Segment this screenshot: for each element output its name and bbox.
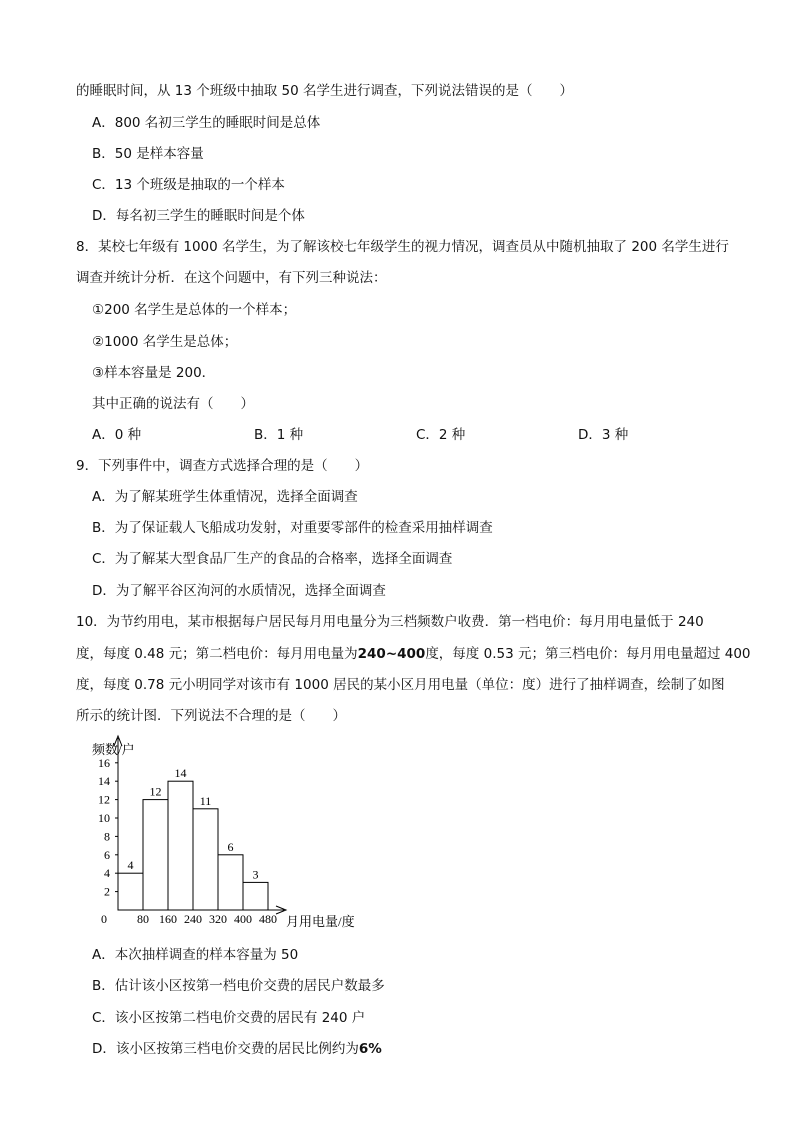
q8-stem-line1: 8．某校七年级有 1000 名学生，为了解该校七年级学生的视力情况，调查员从中随机抽取了 200 名学生进行 <box>76 239 729 255</box>
q10-stem-line3: 度，每度 0.78 元小明同学对该市有 1000 居民的某小区月用电量（单位：度）进行了抽样调查，绘制了如图 <box>76 677 725 693</box>
q7-option-d[interactable]: D．每名初三学生的睡眠时间是个体 <box>92 208 305 224</box>
q9-option-a[interactable]: A．为了解某班学生体重情况，选择全面调查 <box>92 489 358 505</box>
q10-option-b[interactable]: B．估计该小区按第一档电价交费的居民户数最多 <box>92 978 385 994</box>
x-tick-label: 480 <box>259 912 277 926</box>
q10-option-c[interactable]: C．该小区按第二档电价交费的居民有 240 户 <box>92 1010 366 1026</box>
q8-option-c[interactable]: C．2 种 <box>416 427 466 443</box>
histogram-bar <box>143 800 168 910</box>
q8-question: 其中正确的说法有（ ） <box>92 396 254 412</box>
y-tick-label: 16 <box>98 755 110 770</box>
q7-intro: 的睡眠时间，从 13 个班级中抽取 50 名学生进行调查，下列说法错误的是（ ） <box>76 83 574 99</box>
y-tick-label: 8 <box>104 829 110 844</box>
y-tick-label: 6 <box>104 847 110 862</box>
q7-option-a[interactable]: A．800 名初三学生的睡眠时间是总体 <box>92 115 321 131</box>
q10-option-d[interactable] <box>92 1040 382 1058</box>
q10-option-d-text: D．该小区按第三档电价交费的居民比例约为 <box>92 1041 359 1057</box>
y-tick-label: 10 <box>98 811 110 825</box>
x-tick-label: 400 <box>234 912 252 926</box>
histogram-bar <box>243 882 268 910</box>
histogram-bar <box>118 873 143 910</box>
q10-option-a[interactable]: A．本次抽样调查的样本容量为 50 <box>92 947 299 963</box>
x-tick-label: 0 <box>101 912 107 926</box>
q8-statement-1: ①200 名学生是总体的一个样本； <box>92 302 297 318</box>
x-tick-label: 240 <box>184 912 202 926</box>
q10-option-d-value: 6% <box>358 1041 382 1057</box>
q8-statement-3: ③样本容量是 200． <box>92 365 216 381</box>
q8-stem-line2: 调查并统计分析．在这个问题中，有下列三种说法： <box>76 270 387 286</box>
y-tick-label: 2 <box>104 884 110 899</box>
q10-line2-part-c: 度，每度 0.53 元；第三档电价：每月用电量超过 400 <box>425 646 751 662</box>
q10-line2-range: 240~400 <box>357 646 426 662</box>
q10-stem-line4: 所示的统计图．下列说法不合理的是（ ） <box>76 708 346 724</box>
bar-data-label: 11 <box>199 793 212 808</box>
q10-stem-line2 <box>76 645 751 663</box>
q8-option-b[interactable]: B．1 种 <box>254 427 304 443</box>
y-tick-label: 14 <box>98 774 110 789</box>
bar-data-label: 4 <box>127 858 134 873</box>
x-tick-label: 80 <box>137 912 149 926</box>
q9-option-b[interactable]: B．为了保证载人飞船成功发射，对重要零部件的检查采用抽样调查 <box>92 520 493 536</box>
bar-data-label: 14 <box>174 766 187 781</box>
y-tick-label: 12 <box>98 792 110 807</box>
histogram-bar <box>193 809 218 910</box>
q9-option-d[interactable]: D．为了解平谷区泃河的水质情况，选择全面调查 <box>92 583 386 599</box>
histogram-chart <box>88 730 368 940</box>
chart-bars <box>118 781 268 910</box>
histogram-bar <box>218 855 243 910</box>
q8-option-d[interactable]: D．3 种 <box>578 427 629 443</box>
x-tick-label: 160 <box>159 912 177 926</box>
y-tick-label: 4 <box>104 866 110 881</box>
q7-option-c[interactable]: C．13 个班级是抽取的一个样本 <box>92 177 285 193</box>
q7-option-b[interactable]: B．50 是样本容量 <box>92 146 204 162</box>
histogram-bar <box>168 781 193 910</box>
bar-data-label: 12 <box>149 784 162 799</box>
q10-line2-part-a: 度，每度 0.48 元；第二档电价：每月用电量为 <box>76 646 358 662</box>
q8-option-a[interactable]: A．0 种 <box>92 427 142 443</box>
bar-data-label: 6 <box>227 839 234 854</box>
q10-stem-line1: 10．为节约用电，某市根据每户居民每月用电量分为三档频数户收费．第一档电价：每月用电量低于 240 <box>76 614 704 630</box>
x-axis-title: 月用电量/度 <box>286 914 355 929</box>
bar-data-label: 3 <box>252 867 259 882</box>
q9-stem: 9．下列事件中，调查方式选择合理的是（ ） <box>76 458 369 474</box>
y-axis-title: 频数/户 <box>92 742 135 757</box>
q9-option-c[interactable]: C．为了解某大型食品厂生产的食品的合格率，选择全面调查 <box>92 551 453 567</box>
x-tick-label: 320 <box>209 912 227 926</box>
q8-statement-2: ②1000 名学生是总体； <box>92 334 238 350</box>
